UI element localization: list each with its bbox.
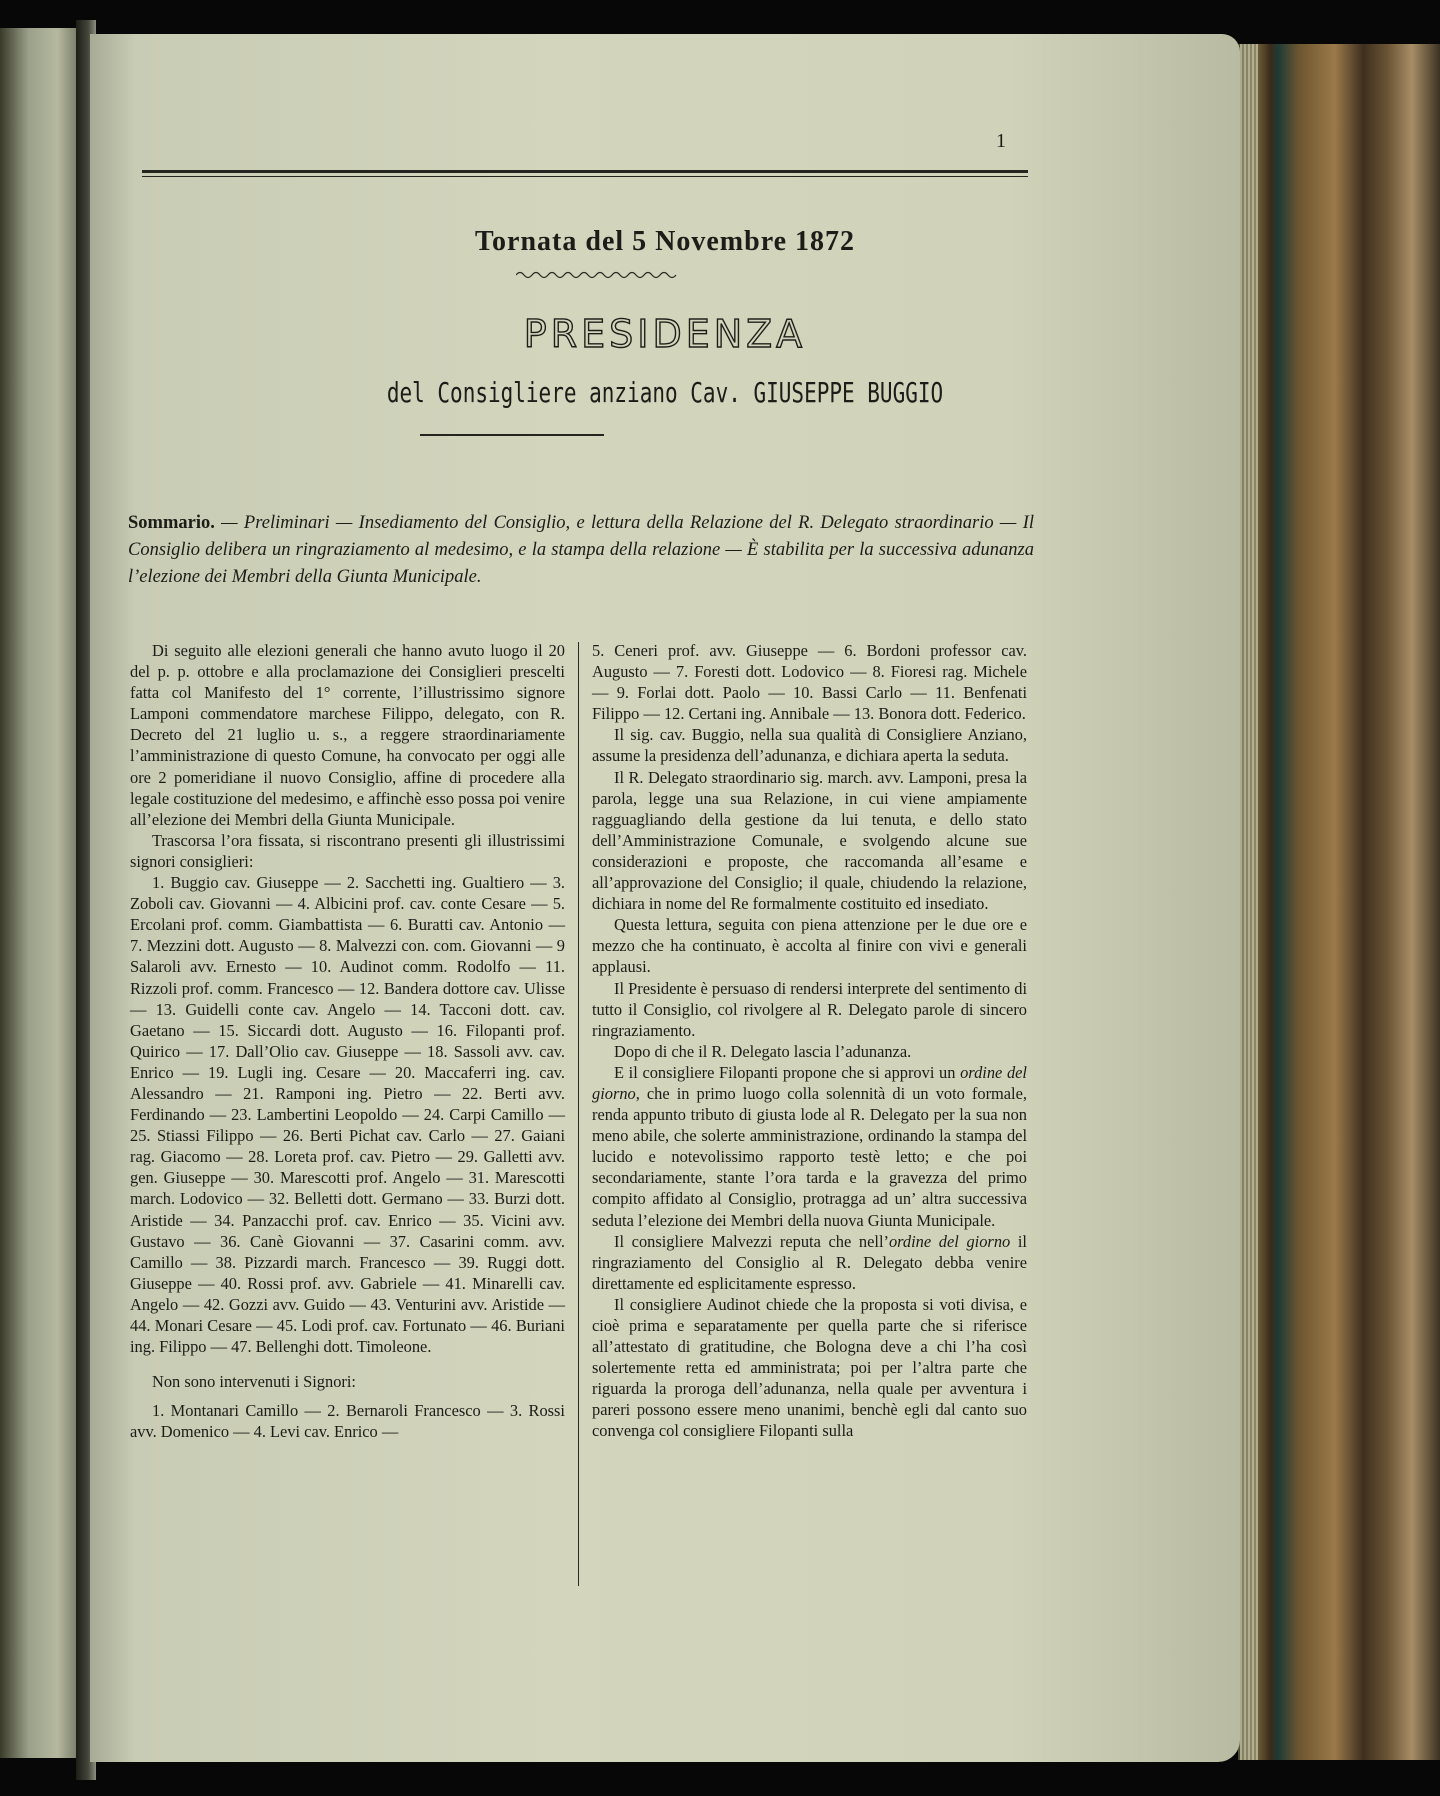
left-paragraph-intro: Di seguito alle elezioni generali che hanno avuto luogo il 20 del p. p. ottobre e alla proclamazione dei Consiglieri prescelti fatta col Manifesto del 1° corrente, l’illustrissimo signore Lamponi commendatore marchese Filippo, delegato, con R. Decreto del 21 luglio u. s., a reggere straordinariamente l’amministrazione di questo Comune, ha convocato per oggi alle ore 2 pomeridiane il nuovo Consiglio, affine di procedere alla legale costituzione del medesimo, e affinchè esso possa poi venire all’elezione dei Membri della Giunta Municipale. (130, 641, 565, 829)
presidency-heading: PRESIDENZA (523, 312, 807, 356)
page-stack-edge (1240, 44, 1258, 1760)
right-paragraph-audinot: Il consigliere Audinot chiede che la proposta si voti divisa, e cioè prima e separatamente per quella parte che si riferisce all’attestato di gratitudine, che Bologna deve a chi l’ha così solertemente retta ed amministrata; poi per l’altra parte che riguarda la proroga dell’adunanza, nella quale per avventura i pareri possono essere meno unanimi, benchè egli dal canto suo convenga col consigliere Filopanti sulla (592, 1294, 1027, 1441)
heading-underline (420, 434, 604, 436)
left-paragraph-absent-list: 1. Montanari Camillo — 2. Bernaroli Francesco — 3. Rossi avv. Domenico — 4. Levi cav. Enrico — (130, 1401, 565, 1442)
column-divider (578, 642, 579, 1586)
session-title: Tornata del 5 Novembre 1872 (474, 226, 856, 257)
left-paragraph-present-heading: Trascorsa l’ora fissata, si riscontrano presenti gli illustrissimi signori consiglieri: (130, 830, 565, 871)
summary-block (128, 510, 1034, 591)
book-fore-edge (1238, 44, 1440, 1760)
right-paragraph-absent-continued: 5. Ceneri prof. avv. Giuseppe — 6. Bordoni professor cav. Augusto — 7. Foresti dott. Lodovico — 8. Fioresi rag. Michele — 9. Forlai dott. Paolo — 10. Bassi Carlo — 11. Benfenati Filippo — 12. Certani ing. Annibale — 13. Bonora dott. Federico. (592, 641, 1027, 724)
right-column (592, 640, 1027, 1442)
left-paragraph-present-list: 1. Buggio cav. Giuseppe — 2. Sacchetti ing. Gualtiero — 3. Zoboli cav. Giovanni — 4. Albicini prof. cav. conte Cesare — 5. Ercolani prof. comm. Giambattista — 6. Buratti cav. Antonio — 7. Mezzini dott. Augusto — 8. Malvezzi con. com. Giovanni — 9 Salaroli avv. Ernesto — 10. Audinot comm. Rodolfo — 11. Rizzoli prof. comm. Francesco — 12. Bandera dottore cav. Ulisse — 13. Guidelli conte cav. Angelo — 14. Tacconi dott. cav. Gaetano — 15. Siccardi dott. Augusto — 16. Filopanti prof. Quirico — 17. Dall’Olio cav. Giuseppe — 18. Sassoli avv. cav. Enrico — 19. Lugli ing. Cesare — 20. Maccaferri ing. cav. Alessandro — 21. Ramponi ing. Pietro — 22. Berti avv. Ferdinando — 23. Lambertini Leopoldo — 24. Carpi Camillo — 25. Stiassi Filippo — 26. Berti Pichat cav. Carlo — 27. Gaiani rag. Giacomo — 28. Loreta prof. cav. Pietro — 29. Galletti avv. gen. Giuseppe — 30. Marescotti prof. Angelo — 31. Marescotti march. Lodovico — 32. Belletti dott. Germano — 33. Burzi dott. Aristide — 34. Panzacchi prof. cav. Enrico — 35. Vicini avv. Gustavo — 36. Canè Giovanni — 37. Casarini comm. avv. Camillo — 38. Pizzardi march. Francesco — 39. Ruggi dott. Giuseppe — 40. Rossi prof. avv. Gabriele — 41. Minarelli cav. Angelo — 42. Gozzi avv. Guido — 43. Venturini avv. Aristide — 44. Monari Cesare — 45. Lodi prof. cav. Fortunato — 46. Buriani ing. Filippo — 47. Bellenghi dott. Timoleone. (130, 873, 565, 1357)
left-paragraph-absent-heading: Non sono intervenuti i Signori: (152, 1372, 356, 1392)
page-number: 1 (996, 130, 1006, 152)
facing-page-edge (0, 28, 82, 1758)
document-page (90, 34, 1240, 1762)
left-column (130, 640, 565, 1442)
top-double-rule-thin (142, 176, 1028, 177)
right-paragraph-malvezzi: Il consigliere Malvezzi reputa che nell’ordine del giorno il ringraziamento del Consiglio al R. Delegato debba venire direttamente ed esplicitamente espresso. (592, 1231, 1027, 1293)
right-paragraph-applause: Questa lettura, seguita con piena attenzione per le due ore e mezzo che ha continuato, è accolta al finire con vivi e generali applausi. (592, 915, 1027, 977)
right-paragraph-delegate-leaves: Dopo di che il R. Delegato lascia l’adunanza. (614, 1041, 912, 1061)
right-paragraph-delegate-report: Il R. Delegato straordinario sig. march. avv. Lamponi, presa la parola, legge una sua Relazione, in cui viene ampiamente ragguagliando della gestione da lui tenuta, e dello stato dell’Amministrazione Comunale, e svolgendo alcune sue considerazioni e proposte, che raccomanda all’esame e all’approvazione del Consiglio; il quale, chiudendo la relazione, dichiara in nome del Re formalmente costituito ed insediato. (592, 767, 1027, 914)
right-paragraph-filopanti-proposal: E il consigliere Filopanti propone che si approvi un ordine del giorno, che in primo luogo colla solennità di un voto formale, renda appunto tributo di giusta lode al R. Delegato per la sua non meno abile, che solerte amministrazione, ordinando la stampa del lucido e notevolissimo rapporto testè letto; e che poi secondariamente, stante l’ora tarda e la gravezza del primo compito affidato al Consiglio, protragga ad un’ altra successiva seduta l’elezione dei Membri della nuova Giunta Municipale. (592, 1062, 1027, 1230)
ornamental-wave-divider (516, 270, 678, 280)
summary-label: Sommario. (128, 513, 215, 533)
top-double-rule (142, 170, 1028, 173)
president-line: del Consigliere anziano Cav. GIUSEPPE BUGGIO (386, 376, 944, 409)
right-paragraph-opening: Il sig. cav. Buggio, nella sua qualità di Consigliere Anziano, assume la presidenza dell’adunanza, e dichiara aperta la seduta. (592, 725, 1027, 766)
right-paragraph-thanks: Il Presidente è persuaso di rendersi interprete del sentimento di tutto il Consiglio, col rivolgere al R. Delegato parole di sincero ringraziamento. (592, 978, 1027, 1040)
summary-text: — Preliminari — Insediamento del Consiglio, e lettura della Relazione del R. Delegato straordinario — Il Consiglio delibera un ringraziamento al medesimo, e la stampa della relazione — È stabilita per la successiva adunanza l’elezione dei Membri della Giunta Municipale. (128, 513, 1034, 587)
